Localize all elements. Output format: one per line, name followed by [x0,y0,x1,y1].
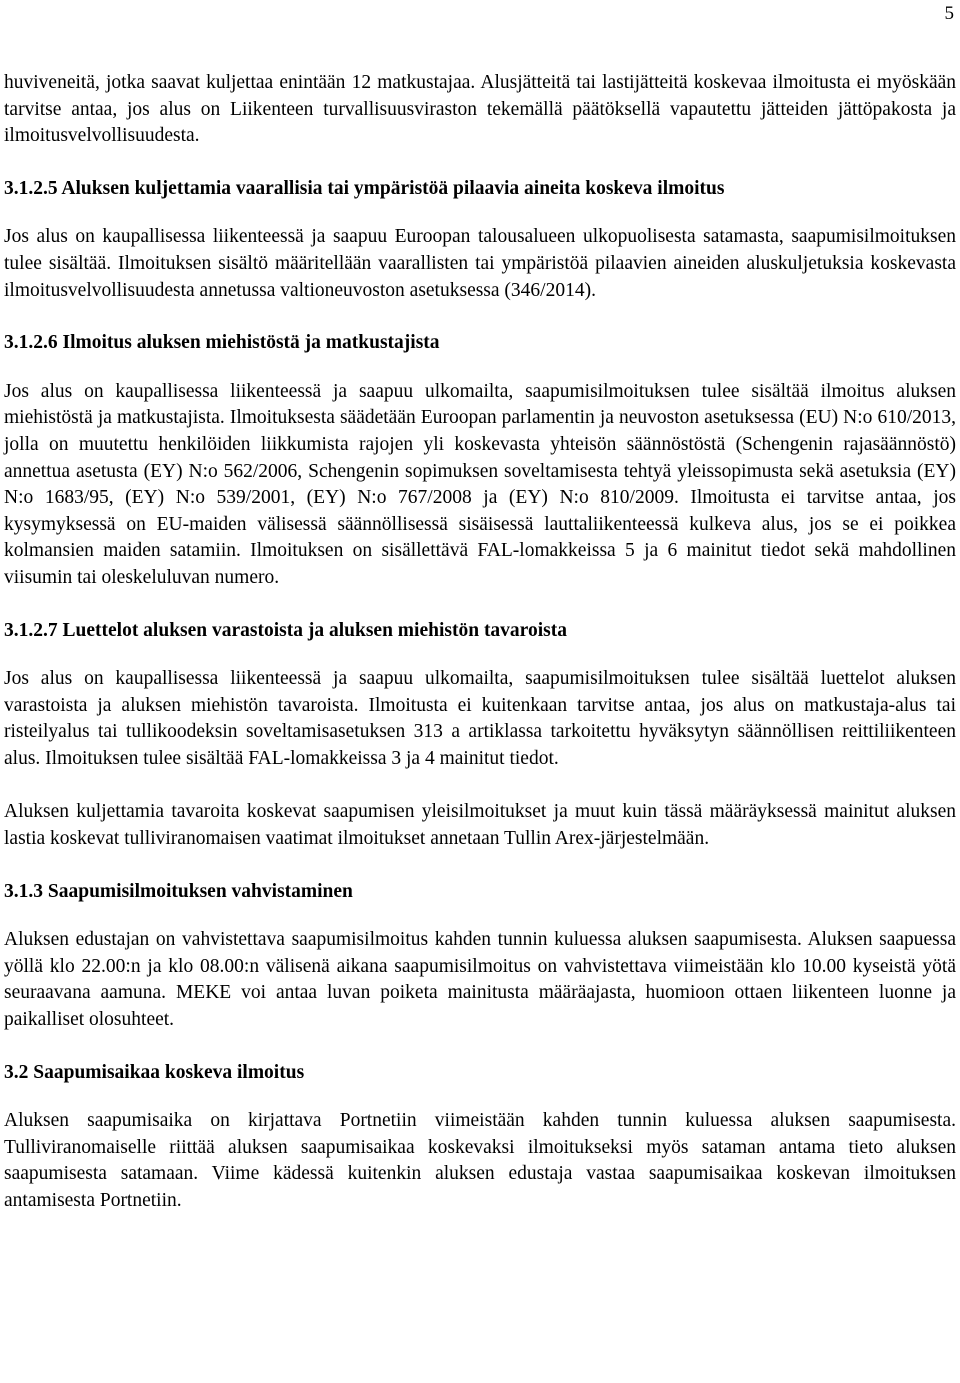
page-number: 5 [944,3,954,24]
paragraph-3-1-2-5: Jos alus on kaupallisessa liikenteessä ja saapuu Euroopan talousalueen ulkopuolisesta satamasta, saapumisilmoituksen tulee sisältää. Ilmoituksen sisältö määritellään vaarallisten tai ympäristöä pilaavien aineiden aluskuljetuksia koskevasta ilmoitusvelvollisuudesta annetussa valtioneuvoston asetuksessa (346/2014). [4,226,956,301]
document-body [4,70,956,1215]
paragraph-3-1-2-6: Jos alus on kaupallisessa liikenteessä ja saapuu ulkomailta, saapumisilmoituksen tulee sisältää ilmoitus aluksen miehistöstä ja matkustajista. Ilmoituksesta säädetään Euroopan parlamentin ja neuvoston asetuksessa (EU) N:o 610/2013, jolla on muutettu henkilöiden liikkumista rajojen yli koskevasta yhteisön säännöstöstä (Schengenin rajasäännöstö) annettua asetusta (EY) N:o 562/2006, Schengenin sopimuksen soveltamisesta tehtyä yleissopimusta sekä asetuksia (EY) N:o 1683/95, (EY) N:o 539/2001, (EY) N:o 767/2008 ja (EY) N:o 810/2009. Ilmoitusta ei tarvitse antaa, jos kysymyksessä on EU-maiden välisessä säännöllisessä sisäisessä lauttaliikenteessä kulkeva alus, jos se ei poikkea kolmansien maiden satamiin. Ilmoituksen on sisällettävä FAL-lomakkeissa 5 ja 6 mainitut tiedot sekä mahdollinen viisumin tai oleskeluluvan numero. [4,380,956,588]
heading-3-1-2-6: 3.1.2.6 Ilmoitus aluksen miehistöstä ja matkustajista [4,332,440,354]
heading-3-1-3: 3.1.3 Saapumisilmoituksen vahvistaminen [4,880,353,902]
heading-3-2: 3.2 Saapumisaikaa koskeva ilmoitus [4,1061,305,1083]
paragraph-3-1-2-7-a: Jos alus on kaupallisessa liikenteessä ja saapuu ulkomailta, saapumisilmoituksen tulee sisältää luettelot aluksen varastoista ja aluksen miehistön tavaroista. Ilmoitusta ei kuitenkaan tarvitse antaa, jos alus on matkustaja-alus tai risteilyalus tai tullikoodeksin soveltamisasetuksen 313 a artiklassa tarkoitettu hyväksytyn säännöllisen reittiliikenteen alus. Ilmoituksen tulee sisältää FAL-lomakkeissa 3 ja 4 mainitut tiedot. [4,668,956,769]
heading-3-1-2-7: 3.1.2.7 Luettelot aluksen varastoista ja aluksen miehistön tavaroista [4,619,567,641]
paragraph-3-1-3: Aluksen edustajan on vahvistettava saapumisilmoitus kahden tunnin kuluessa aluksen saapumisesta. Aluksen saapuessa yöllä klo 22.00:n ja klo 08.00:n välisenä aikana saapumisilmoitus on vahvistettava viimeistään klo 10.00 kyseistä yötä seuraavana aamuna. MEKE voi antaa luvan poiketa mainitusta määräajasta, huomioon ottaen liikenteen luonne ja paikalliset olosuhteet. [4,929,956,1031]
paragraph-3-2: Aluksen saapumisaika on kirjattava Portnetiin viimeistään kahden tunnin kuluessa aluksen saapumisesta. Tulliviranomaiselle riittää aluksen saapumisaikaa koskevaksi ilmoitukseksi myös sataman antama tieto aluksen saapumisesta satamaan. Viime kädessä kuitenkin aluksen edustaja vastaa saapumisaikaa koskevan ilmoituksen antamisesta Portnetiin. [4,1110,956,1211]
paragraph-intro: huviveneitä, jotka saavat kuljettaa enintään 12 matkustajaa. Alusjätteitä tai lastijätteitä koskevaa ilmoitusta ei myöskään tarvitse antaa, jos alus on Liikenteen turvallisuusviraston tekemällä päätöksellä vapautettu jätteiden jättöpakosta ja ilmoitusvelvollisuudesta. [4,72,956,147]
heading-3-1-2-5: 3.1.2.5 Aluksen kuljettamia vaarallisia tai ympäristöä pilaavia aineita koskeva ilmoitus [4,177,725,199]
paragraph-3-1-2-7-b: Aluksen kuljettamia tavaroita koskevat saapumisen yleisilmoitukset ja muut kuin tässä määräyksessä mainitut aluksen lastia koskevat tulliviranomaisen vaatimat ilmoitukset annetaan Tullin Arex-järjestelmään. [4,801,956,850]
